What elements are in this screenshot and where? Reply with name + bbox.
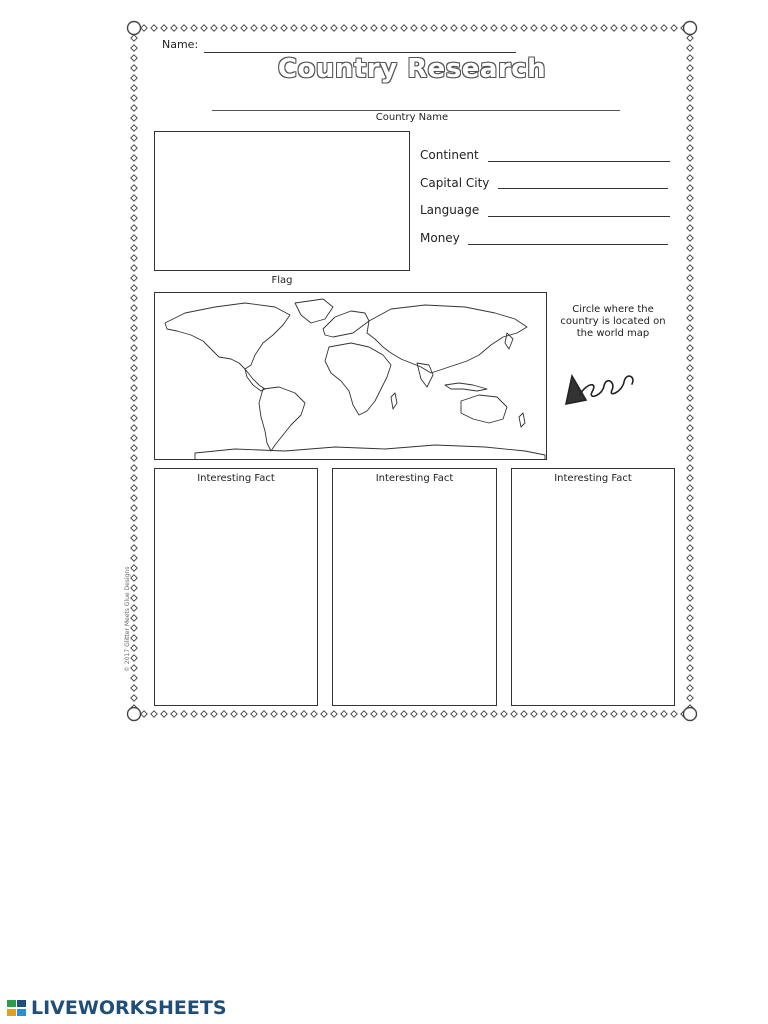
border-diamond <box>131 525 137 531</box>
border-diamond <box>687 385 693 391</box>
border-diamond <box>131 575 137 581</box>
border-diamond <box>687 165 693 171</box>
name-input-line[interactable] <box>204 52 516 53</box>
border-diamond <box>261 711 267 717</box>
border-diamond <box>261 25 267 31</box>
border-diamond <box>401 25 407 31</box>
border-diamond <box>687 395 693 401</box>
border-diamond <box>131 635 137 641</box>
border-diamond <box>311 25 317 31</box>
border-diamond <box>131 275 137 281</box>
border-diamond <box>687 245 693 251</box>
border-diamond <box>687 445 693 451</box>
border-diamond <box>401 711 407 717</box>
border-diamond <box>687 315 693 321</box>
interesting-fact-title: Interesting Fact <box>197 473 275 484</box>
border-diamond <box>131 155 137 161</box>
border-diamond <box>687 635 693 641</box>
border-diamond <box>561 711 567 717</box>
border-diamond <box>131 315 137 321</box>
border-diamond <box>221 711 227 717</box>
border-diamond <box>591 25 597 31</box>
border-diamond <box>161 711 167 717</box>
border-diamond <box>131 465 137 471</box>
border-diamond <box>131 455 137 461</box>
border-diamond <box>687 605 693 611</box>
border-diamond <box>687 45 693 51</box>
border-diamond <box>551 711 557 717</box>
border-diamond <box>131 645 137 651</box>
border-diamond <box>321 25 327 31</box>
border-diamond <box>381 711 387 717</box>
border-corner-circle <box>684 708 697 721</box>
capital-city-input-line[interactable] <box>498 188 668 189</box>
curly-arrow-icon <box>562 360 642 410</box>
border-diamond <box>687 515 693 521</box>
border-diamond <box>687 205 693 211</box>
border-diamond <box>421 711 427 717</box>
border-diamond <box>131 395 137 401</box>
border-diamond <box>687 535 693 541</box>
border-diamond <box>687 35 693 41</box>
border-diamond <box>131 385 137 391</box>
border-diamond <box>131 605 137 611</box>
border-diamond <box>301 25 307 31</box>
continent-input-line[interactable] <box>488 161 670 162</box>
border-diamond <box>531 711 537 717</box>
border-diamond <box>201 25 207 31</box>
border-diamond <box>271 711 277 717</box>
border-diamond <box>141 711 147 717</box>
border-diamond <box>151 711 157 717</box>
border-diamond <box>131 95 137 101</box>
border-diamond <box>687 365 693 371</box>
border-diamond <box>241 25 247 31</box>
border-diamond <box>687 355 693 361</box>
border-diamond <box>671 711 677 717</box>
border-diamond <box>471 25 477 31</box>
border-diamond <box>631 711 637 717</box>
liveworksheets-brand-text: LIVEWORKSHEETS <box>31 997 227 1019</box>
border-diamond <box>491 25 497 31</box>
border-diamond <box>601 25 607 31</box>
border-diamond <box>371 711 377 717</box>
border-diamond <box>131 145 137 151</box>
border-diamond <box>521 711 527 717</box>
flag-drawing-box[interactable] <box>154 131 410 271</box>
capital-city-label: Capital City <box>420 176 490 190</box>
border-diamond <box>687 185 693 191</box>
interesting-fact-title: Interesting Fact <box>375 473 454 484</box>
border-diamond <box>687 655 693 661</box>
border-corner-circle <box>128 708 141 721</box>
border-diamond <box>131 625 137 631</box>
interesting-fact-box-1[interactable] <box>154 468 318 706</box>
border-diamond <box>687 325 693 331</box>
border-diamond <box>321 711 327 717</box>
page-title: Country Research <box>277 54 547 84</box>
border-diamond <box>191 25 197 31</box>
border-diamond <box>411 25 417 31</box>
border-diamond <box>371 25 377 31</box>
border-diamond <box>621 711 627 717</box>
border-diamond <box>541 711 547 717</box>
border-diamond <box>361 711 367 717</box>
world-map-box[interactable] <box>154 292 547 460</box>
border-diamond <box>131 205 137 211</box>
border-diamond <box>231 25 237 31</box>
country-name-input-line[interactable] <box>212 110 620 111</box>
border-diamond <box>131 225 137 231</box>
interesting-fact-box-3[interactable] <box>511 468 675 706</box>
border-diamond <box>687 595 693 601</box>
border-diamond <box>687 625 693 631</box>
border-diamond <box>687 175 693 181</box>
border-diamond <box>241 711 247 717</box>
money-input-line[interactable] <box>468 244 668 245</box>
border-diamond <box>687 255 693 261</box>
border-diamond <box>271 25 277 31</box>
border-diamond <box>221 25 227 31</box>
border-diamond <box>441 25 447 31</box>
border-diamond <box>131 235 137 241</box>
border-diamond <box>131 325 137 331</box>
interesting-fact-box-2[interactable] <box>332 468 497 706</box>
border-diamond <box>687 265 693 271</box>
language-label: Language <box>420 203 480 217</box>
border-diamond <box>687 95 693 101</box>
border-diamond <box>351 25 357 31</box>
world-map-image <box>155 293 547 460</box>
border-diamond <box>131 535 137 541</box>
border-diamond <box>131 435 137 441</box>
border-diamond <box>191 711 197 717</box>
border-diamond <box>391 711 397 717</box>
border-diamond <box>131 685 137 691</box>
border-diamond <box>561 25 567 31</box>
border-diamond <box>131 255 137 261</box>
border-diamond <box>687 305 693 311</box>
border-diamond <box>251 25 257 31</box>
border-diamond <box>181 25 187 31</box>
border-diamond <box>131 515 137 521</box>
money-label: Money <box>420 231 460 245</box>
border-diamond <box>311 711 317 717</box>
border-diamond <box>131 655 137 661</box>
border-diamond <box>151 25 157 31</box>
border-diamond <box>511 25 517 31</box>
border-diamond <box>431 711 437 717</box>
border-diamond <box>687 275 693 281</box>
border-diamond <box>211 25 217 31</box>
border-diamond <box>201 711 207 717</box>
border-diamond <box>687 465 693 471</box>
border-diamond <box>161 25 167 31</box>
border-diamond <box>687 685 693 691</box>
worksheet <box>126 20 698 722</box>
border-diamond <box>391 25 397 31</box>
border-diamond <box>687 545 693 551</box>
border-diamond <box>551 25 557 31</box>
border-diamond <box>131 135 137 141</box>
name-label: Name: <box>162 38 199 51</box>
border-diamond <box>611 711 617 717</box>
border-diamond <box>687 195 693 201</box>
border-diamond <box>331 711 337 717</box>
border-diamond <box>501 711 507 717</box>
border-diamond <box>131 185 137 191</box>
border-diamond <box>481 25 487 31</box>
border-diamond <box>687 85 693 91</box>
border-diamond <box>131 425 137 431</box>
border-diamond <box>687 575 693 581</box>
border-diamond <box>461 711 467 717</box>
border-diamond <box>171 25 177 31</box>
border-diamond <box>661 25 667 31</box>
continent-label: Continent <box>420 148 479 162</box>
border-diamond <box>687 665 693 671</box>
border-diamond <box>451 711 457 717</box>
language-input-line[interactable] <box>488 216 670 217</box>
country-name-label: Country Name <box>375 112 449 123</box>
border-diamond <box>501 25 507 31</box>
border-diamond <box>331 25 337 31</box>
border-diamond <box>181 711 187 717</box>
border-diamond <box>687 455 693 461</box>
border-diamond <box>687 565 693 571</box>
border-diamond <box>687 505 693 511</box>
border-diamond <box>441 711 447 717</box>
border-diamond <box>131 305 137 311</box>
border-diamond <box>171 711 177 717</box>
border-diamond <box>131 85 137 91</box>
border-diamond <box>687 615 693 621</box>
border-diamond <box>131 595 137 601</box>
border-diamond <box>131 105 137 111</box>
border-diamond <box>611 25 617 31</box>
border-diamond <box>131 195 137 201</box>
liveworksheets-logo[interactable] <box>6 996 227 1020</box>
border-diamond <box>687 425 693 431</box>
border-diamond <box>687 415 693 421</box>
border-diamond <box>131 215 137 221</box>
border-diamond <box>531 25 537 31</box>
copyright-text: © 2017 Glitter Meets Glue Designs <box>124 566 131 672</box>
liveworksheets-logo-icon <box>6 997 28 1019</box>
border-diamond <box>687 155 693 161</box>
border-diamond <box>687 645 693 651</box>
border-diamond <box>301 711 307 717</box>
border-diamond <box>131 295 137 301</box>
border-diamond <box>281 25 287 31</box>
border-diamond <box>541 25 547 31</box>
border-diamond <box>381 25 387 31</box>
border-diamond <box>687 295 693 301</box>
border-diamond <box>687 135 693 141</box>
border-diamond <box>131 585 137 591</box>
border-diamond <box>131 345 137 351</box>
border-diamond <box>687 435 693 441</box>
border-diamond <box>131 165 137 171</box>
border-diamond <box>661 711 667 717</box>
border-diamond <box>591 711 597 717</box>
border-diamond <box>687 335 693 341</box>
border-diamond <box>211 711 217 717</box>
border-diamond <box>687 475 693 481</box>
border-diamond <box>141 25 147 31</box>
border-diamond <box>687 555 693 561</box>
border-diamond <box>131 565 137 571</box>
border-diamond <box>687 215 693 221</box>
border-diamond <box>571 711 577 717</box>
border-diamond <box>641 25 647 31</box>
border-diamond <box>451 25 457 31</box>
border-diamond <box>131 665 137 671</box>
border-diamond <box>131 475 137 481</box>
interesting-fact-title: Interesting Fact <box>554 473 632 484</box>
border-diamond <box>351 711 357 717</box>
flag-label: Flag <box>271 275 293 286</box>
border-diamond <box>687 125 693 131</box>
border-diamond <box>131 265 137 271</box>
border-diamond <box>651 711 657 717</box>
border-diamond <box>687 695 693 701</box>
border-diamond <box>131 35 137 41</box>
border-diamond <box>131 245 137 251</box>
border-diamond <box>621 25 627 31</box>
border-diamond <box>687 225 693 231</box>
border-diamond <box>421 25 427 31</box>
border-diamond <box>671 25 677 31</box>
border-diamond <box>131 445 137 451</box>
border-diamond <box>687 525 693 531</box>
border-diamond <box>511 711 517 717</box>
border-diamond <box>131 375 137 381</box>
border-diamond <box>131 485 137 491</box>
border-diamond <box>431 25 437 31</box>
border-diamond <box>687 285 693 291</box>
border-diamond <box>281 711 287 717</box>
border-diamond <box>131 695 137 701</box>
border-diamond <box>131 545 137 551</box>
border-diamond <box>687 675 693 681</box>
border-diamond <box>687 105 693 111</box>
border-diamond <box>581 711 587 717</box>
border-diamond <box>687 405 693 411</box>
border-diamond <box>131 505 137 511</box>
border-diamond <box>361 25 367 31</box>
border-diamond <box>131 175 137 181</box>
border-diamond <box>131 335 137 341</box>
border-diamond <box>631 25 637 31</box>
border-diamond <box>291 711 297 717</box>
border-diamond <box>291 25 297 31</box>
border-diamond <box>521 25 527 31</box>
border-diamond <box>131 125 137 131</box>
border-corner-circle <box>684 22 697 35</box>
border-diamond <box>461 25 467 31</box>
border-diamond <box>687 375 693 381</box>
border-corner-circle <box>128 22 141 35</box>
border-diamond <box>131 405 137 411</box>
border-diamond <box>231 711 237 717</box>
border-diamond <box>687 235 693 241</box>
border-diamond <box>481 711 487 717</box>
border-diamond <box>651 25 657 31</box>
border-diamond <box>471 711 477 717</box>
border-diamond <box>687 495 693 501</box>
border-diamond <box>341 25 347 31</box>
border-diamond <box>131 675 137 681</box>
border-diamond <box>687 485 693 491</box>
border-diamond <box>131 355 137 361</box>
border-diamond <box>131 555 137 561</box>
border-diamond <box>251 711 257 717</box>
border-diamond <box>687 585 693 591</box>
border-diamond <box>131 415 137 421</box>
border-diamond <box>687 145 693 151</box>
border-diamond <box>131 285 137 291</box>
border-diamond <box>581 25 587 31</box>
border-diamond <box>687 345 693 351</box>
border-diamond <box>411 711 417 717</box>
border-diamond <box>131 365 137 371</box>
map-instruction-note: Circle where the country is located on the world map <box>560 304 666 339</box>
border-diamond <box>131 45 137 51</box>
border-diamond <box>131 615 137 621</box>
border-diamond <box>601 711 607 717</box>
border-diamond <box>641 711 647 717</box>
border-diamond <box>341 711 347 717</box>
border-diamond <box>131 495 137 501</box>
border-diamond <box>491 711 497 717</box>
border-diamond <box>571 25 577 31</box>
